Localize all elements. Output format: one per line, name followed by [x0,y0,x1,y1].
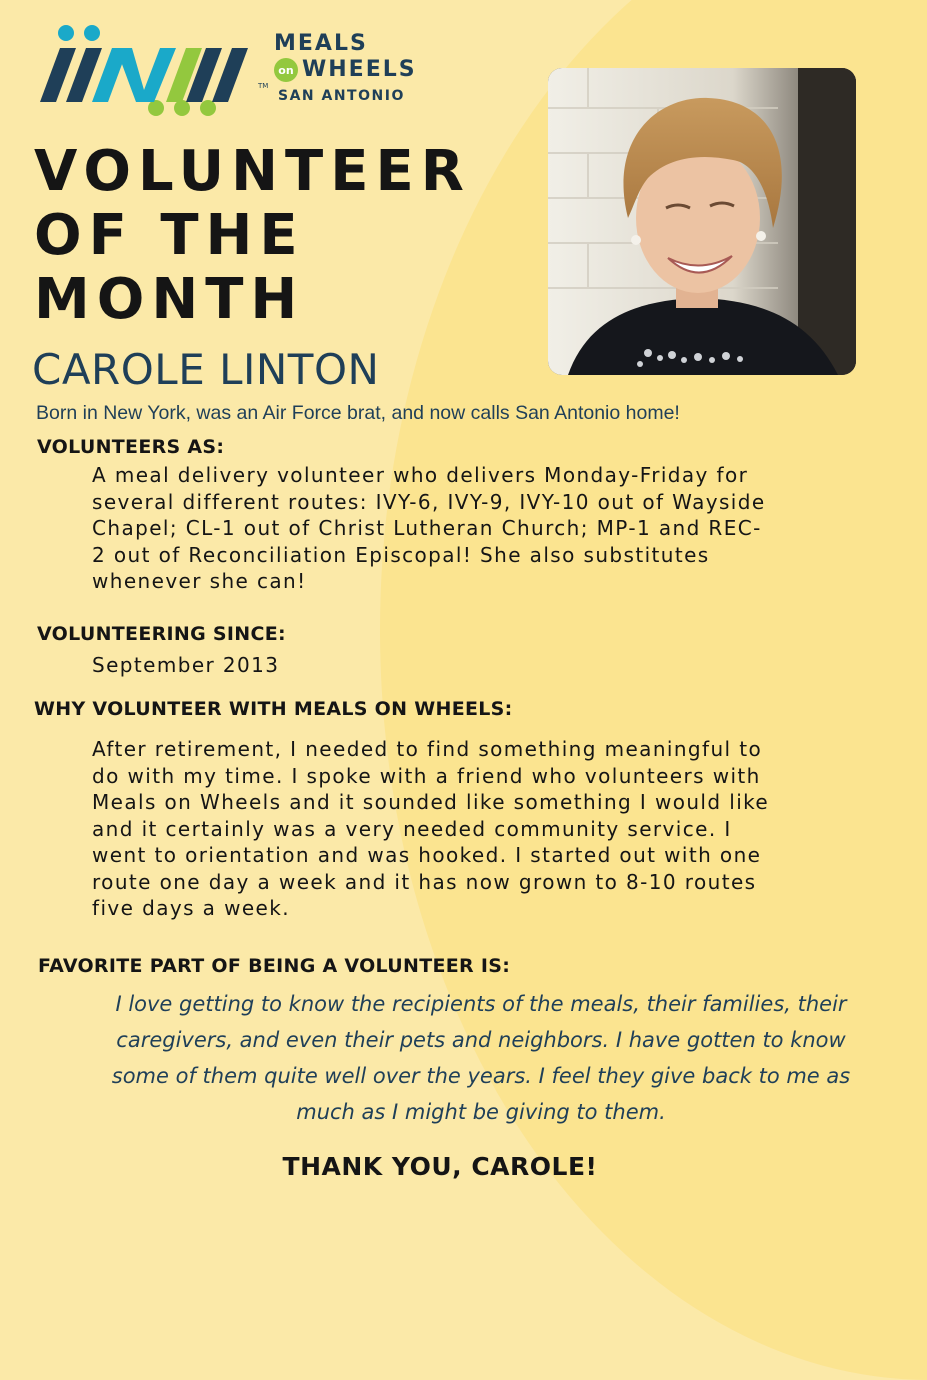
favorite-part-line: I love getting to know the recipients of the meals, their families, their [115,992,847,1016]
why-volunteer-heading: WHY VOLUNTEER WITH MEALS ON WHEELS: [34,698,513,720]
favorite-part-quote [48,986,914,1130]
why-volunteer-line: five days a week. [92,896,290,920]
logo-meals-text: MEALS [274,31,368,56]
volunteer-name: CAROLE LINTON [32,345,380,394]
why-volunteer-line: route one day a week and it has now grown to 8-10 routes [92,869,757,894]
favorite-part-line: caregivers, and even their pets and neighbors. I have gotten to know [116,1028,846,1052]
volunteers-as-text [92,462,766,595]
volunteers-as-line: A meal delivery volunteer who delivers Monday-Friday for [92,463,749,487]
page-title [34,140,471,332]
volunteers-as-line: 2 out of Reconciliation Episcopal! She also substitutes [92,542,710,567]
favorite-part-line: some of them quite well over the years. I feel they give back to me as [111,1064,851,1088]
logo-mark-icon [36,20,269,120]
why-volunteer-line: After retirement, I needed to find something meaningful to [92,737,763,761]
trademark-mark: TM [258,82,269,90]
logo-san-antonio-text: SAN ANTONIO [278,88,405,104]
volunteers-as-line: several different routes: IVY-6, IVY-9, IVY-10 out of Wayside [92,489,766,514]
why-volunteer-line: Meals on Wheels and it sounded like something I would like [92,790,770,814]
volunteers-as-line: whenever she can! [92,569,307,593]
logo-wheels-text: WHEELS [302,57,417,82]
logo-wordmark [274,32,417,104]
volunteers-as-heading: VOLUNTEERS AS: [37,436,225,458]
volunteer-photo [548,68,856,375]
favorite-part-heading: FAVORITE PART OF BEING A VOLUNTEER IS: [38,955,511,977]
volunteering-since-heading: VOLUNTEERING SINCE: [37,623,286,645]
why-volunteer-line: and it certainly was a very needed community service. I [92,816,732,841]
why-volunteer-line: went to orientation and was hooked. I started out with one [92,843,762,867]
why-volunteer-text [92,736,769,922]
logo-on-badge: on [274,58,298,82]
logo-on-wheels-row [274,58,417,82]
volunteers-as-line: Chapel; CL-1 out of Christ Lutheran Church; MP-1 and REC- [92,516,762,540]
thank-you-message: THANK YOU, CAROLE! [282,1152,598,1181]
favorite-part-line: much as I might be giving to them. [296,1100,666,1124]
title-line-2: OF THE [34,203,305,268]
portrait-illustration [548,68,856,375]
title-line-1: VOLUNTEER [34,139,471,204]
title-line-3: MONTH [34,267,305,332]
volunteer-bio: Born in New York, was an Air Force brat, and now calls San Antonio home! [36,402,680,424]
meals-on-wheels-logo [36,20,416,120]
why-volunteer-line: do with my time. I spoke with a friend who volunteers with [92,763,761,788]
volunteering-since-value: September 2013 [92,653,280,677]
